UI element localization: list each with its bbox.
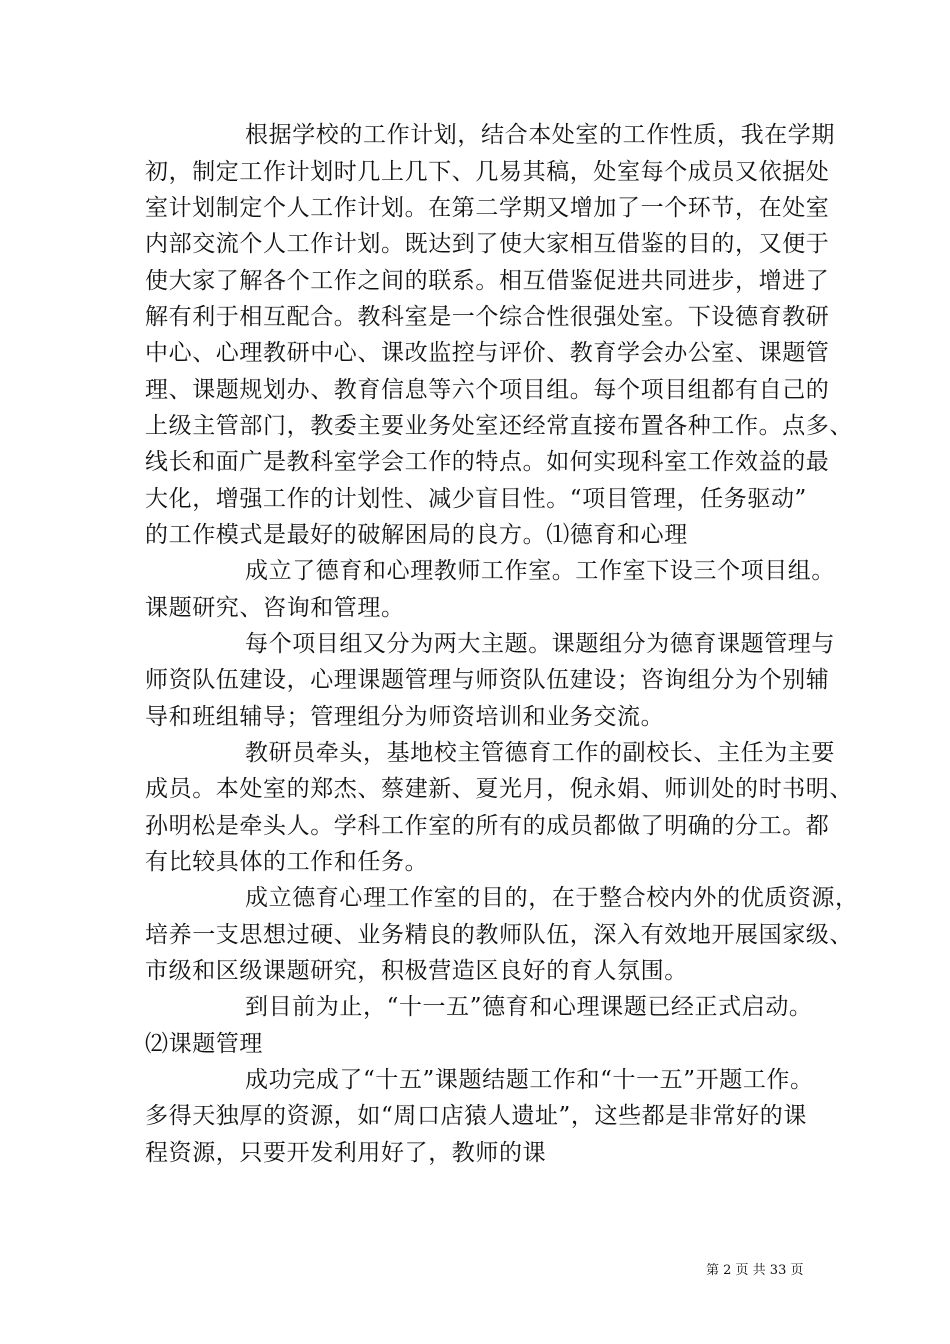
text-line: 师资队伍建设，心理课题管理与师资队伍建设；咨询组分为个别辅 (145, 667, 830, 693)
text-line: 大化，增强工作的计划性、减少盲目性。“项目管理，任务驱动” (145, 486, 807, 512)
text-line: 使大家了解各个工作之间的联系。相互借鉴促进共同进步，增进了 (145, 268, 830, 294)
text-line: 导和班组辅导；管理组分为师资培训和业务交流。 (145, 704, 665, 730)
text-line-indent: 成立了德育和心理教师工作室。工作室下设三个项目组。 (245, 558, 835, 584)
text-line: 室计划制定个人工作计划。在第二学期又增加了一个环节，在处室 (145, 195, 830, 221)
page-number-footer: 第 2 页 共 33 页 (706, 1263, 804, 1278)
text-line-indent: 教研员牵头，基地校主管德育工作的副校长、主任为主要 (245, 740, 835, 766)
text-line: 根据学校的工作计划，结合本处室的工作性质，我在学期 (245, 122, 835, 148)
text-line: 中心、心理教研中心、课改监控与评价、教育学会办公室、课题管 (145, 340, 830, 366)
text-line: 有比较具体的工作和任务。 (145, 849, 429, 875)
text-line: 线长和面广是教科室学会工作的特点。如何实现科室工作效益的最 (145, 449, 830, 475)
text-line: ⑵课题管理 (145, 1031, 263, 1057)
text-line-indent: 成功完成了“十五”课题结题工作和“十一五”开题工作。 (245, 1067, 814, 1093)
text-line: 解有利于相互配合。教科室是一个综合性很强处室。下设德育教研 (145, 304, 830, 330)
text-line: 的工作模式是最好的破解困局的良方。⑴德育和心理 (145, 522, 688, 548)
text-line: 多得天独厚的资源，如“周口店猿人遗址”，这些都是非常好的课 (145, 1103, 807, 1129)
text-line: 市级和区级课题研究，积极营造区良好的育人氛围。 (145, 958, 688, 984)
text-line: 内部交流个人工作计划。既达到了使大家相互借鉴的目的，又便于 (145, 231, 830, 257)
text-line: 孙明松是牵头人。学科工作室的所有的成员都做了明确的分工。都 (145, 813, 830, 839)
text-line: 课题研究、咨询和管理。 (145, 595, 405, 621)
text-line: 理、课题规划办、教育信息等六个项目组。每个项目组都有自己的 (145, 377, 830, 403)
text-line-indent: 每个项目组又分为两大主题。课题组分为德育课题管理与 (245, 631, 835, 657)
text-line-indent: 成立德育心理工作室的目的，在于整合校内外的优质资源， (245, 885, 859, 911)
text-line: 程资源，只要开发利用好了，教师的课 (145, 1140, 547, 1166)
text-line: 上级主管部门，教委主要业务处室还经常直接布置各种工作。点多、 (145, 413, 853, 439)
text-line: 成员。本处室的郑杰、蔡建新、夏光月，倪永娟、师训处的时书明、 (145, 776, 853, 802)
text-line-indent: 到目前为止，“十一五”德育和心理课题已经正式启动。 (245, 994, 813, 1020)
text-line: 培养一支思想过硬、业务精良的教师队伍，深入有效地开展国家级、 (145, 922, 853, 948)
text-line: 初，制定工作计划时几上几下、几易其稿，处室每个成员又依据处 (145, 159, 830, 185)
